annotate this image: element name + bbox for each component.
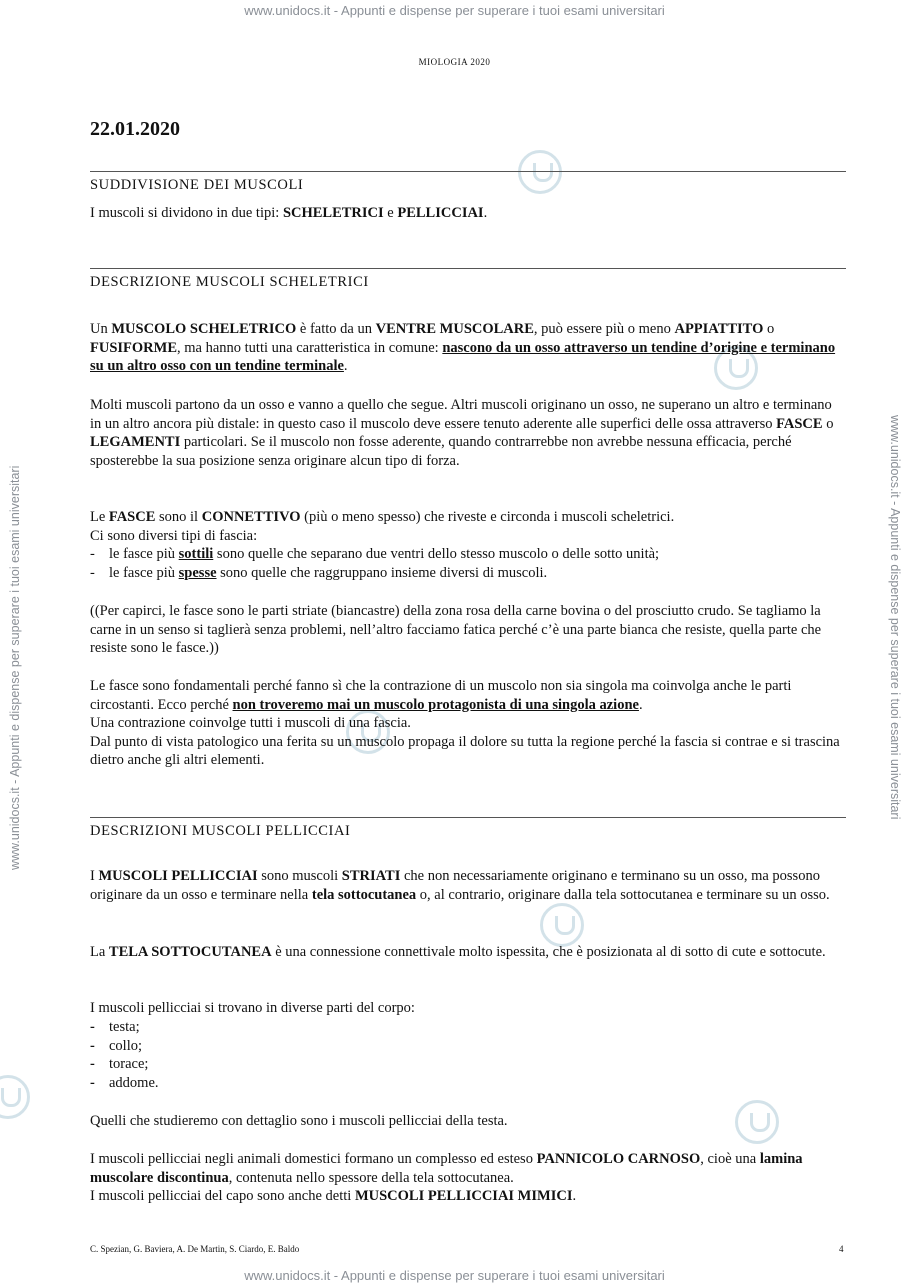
running-header: MIOLOGIA 2020 [418,57,491,67]
watermark-left: www.unidocs.it - Appunti e dispense per superare i tuoi esami universitari [8,465,22,870]
watermark-top: www.unidocs.it - Appunti e dispense per superare i tuoi esami universitari [244,3,665,18]
page-number: 4 [839,1244,844,1254]
section-title-suddivisione: SUDDIVISIONE DEI MUSCOLI [90,177,304,193]
unidocs-logo-icon [0,1075,30,1119]
fasce-types-list [90,545,659,582]
paragraph-study-focus: Quelli che studieremo con dettaglio sono i muscoli pellicciai della testa. [90,1113,508,1129]
list-item: - collo; [90,1037,143,1054]
paragraph-muscle-types: I muscoli si dividono in due tipi: SCHELETRICI e PELLICCIAI. [90,205,488,221]
paragraph-muscoli-pellicciai: I MUSCOLI PELLICCIAI sono muscoli STRIATI che non necessariamente originano e terminano su un osso, ma possono originare da un osso e terminare nella tela sottocutanea o, al contrario, originare dalla tela sottocutanea e terminare su un osso. [90,868,830,903]
paragraph-pannicolo-carnoso: I muscoli pellicciai negli animali domestici formano un complesso ed esteso PANNICOLO CARNOSO, cioè una lamina muscolare discontinua, contenuta nello spessore della tela sottocutanea. I muscoli pellicciai del capo sono anche detti MUSCOLI PELLICCIAI MIMICI. [90,1151,803,1205]
lecture-date: 22.01.2020 [90,118,180,140]
list-item: - torace; [90,1056,149,1073]
paragraph-carne-example: ((Per capirci, le fasce sono le parti striate (biancastre) della zona rosa della carne bovina o del prosciutto crudo. Se tagliamo la carne in un senso si taglierà senza problemi, nell’altro facciamo fatica perché c’è una parte bianca che resiste, quella parte che resiste sono le fasce.)) [90,603,822,657]
paragraph-muscolo-scheletrico: Un MUSCOLO SCHELETRICO è fatto da un VENTRE MUSCOLARE, può essere più o meno APPIATTITO o FUSIFORME, ma hanno tutti una caratteristica in comune: nascono da un osso attraverso un tendine d’origine e terminano su un altro osso con un tendine terminale. [90,321,836,375]
unidocs-logo-icon [518,150,562,194]
section-divider [90,268,846,269]
list-item: - le fasce più spesse sono quelle che raggruppano insieme diversi di muscoli. [90,564,548,581]
list-item: - testa; [90,1019,140,1035]
paragraph-tela-sottocutanea: La TELA SOTTOCUTANEA è una connessione connettivale molto ispessita, che è posizionata al di sotto di cute e sottocute. [90,944,826,960]
section-divider [90,171,846,172]
paragraph-body-parts-intro: I muscoli pellicciai si trovano in diverse parti del corpo: [90,1000,415,1016]
list-item: - le fasce più sottili sono quelle che separano due ventri dello stesso muscolo o delle sotto unità; [90,546,660,562]
section-title-scheletrici: DESCRIZIONE MUSCOLI SCHELETRICI [90,274,369,290]
paragraph-fasce-contrazione: Le fasce sono fondamentali perché fanno sì che la contrazione di un muscolo non sia singola ma coinvolga anche le parti circostanti. Ecco perché non troveremo mai un muscolo protagonista di una singola azione. Una contrazione coinvolge tutti i muscoli di una fascia. Dal punto di vista patologico una ferita su un muscolo propaga il dolore su tutta la regione perché la fascia si contrae e si trascina dietro anche gli altri elementi. [90,678,840,769]
body-parts-list [90,1018,159,1092]
watermark-right: www.unidocs.it - Appunti e dispense per superare i tuoi esami universitari [888,415,902,820]
section-divider [90,817,846,818]
paragraph-fasce-legamenti: Molti muscoli partono da un osso e vanno a quello che segue. Altri muscoli originano un osso, ne superano un altro e terminano in un altro ancora più distale: in questo caso il muscolo deve essere tenuto aderente alle superfici delle ossa attraverso FASCE o LEGAMENTI particolari. Se il muscolo non fosse aderente, quando contrarrebbe non avrebbe nessuna efficacia, perché sposterebbe la sua posizione senza originare alcun tipo di forza. [90,397,834,469]
unidocs-logo-icon [540,903,584,947]
watermark-bottom: www.unidocs.it - Appunti e dispense per superare i tuoi esami universitari [244,1268,665,1283]
paragraph-fasce-definition: Le FASCE sono il CONNETTIVO (più o meno spesso) che riveste e circonda i muscoli scheletrici. Ci sono diversi tipi di fascia: [90,509,675,544]
list-item: - addome. [90,1074,159,1091]
footer-authors: C. Spezian, G. Baviera, A. De Martin, S. Ciardo, E. Baldo [90,1244,300,1254]
section-title-pellicciai: DESCRIZIONI MUSCOLI PELLICCIAI [90,823,351,839]
